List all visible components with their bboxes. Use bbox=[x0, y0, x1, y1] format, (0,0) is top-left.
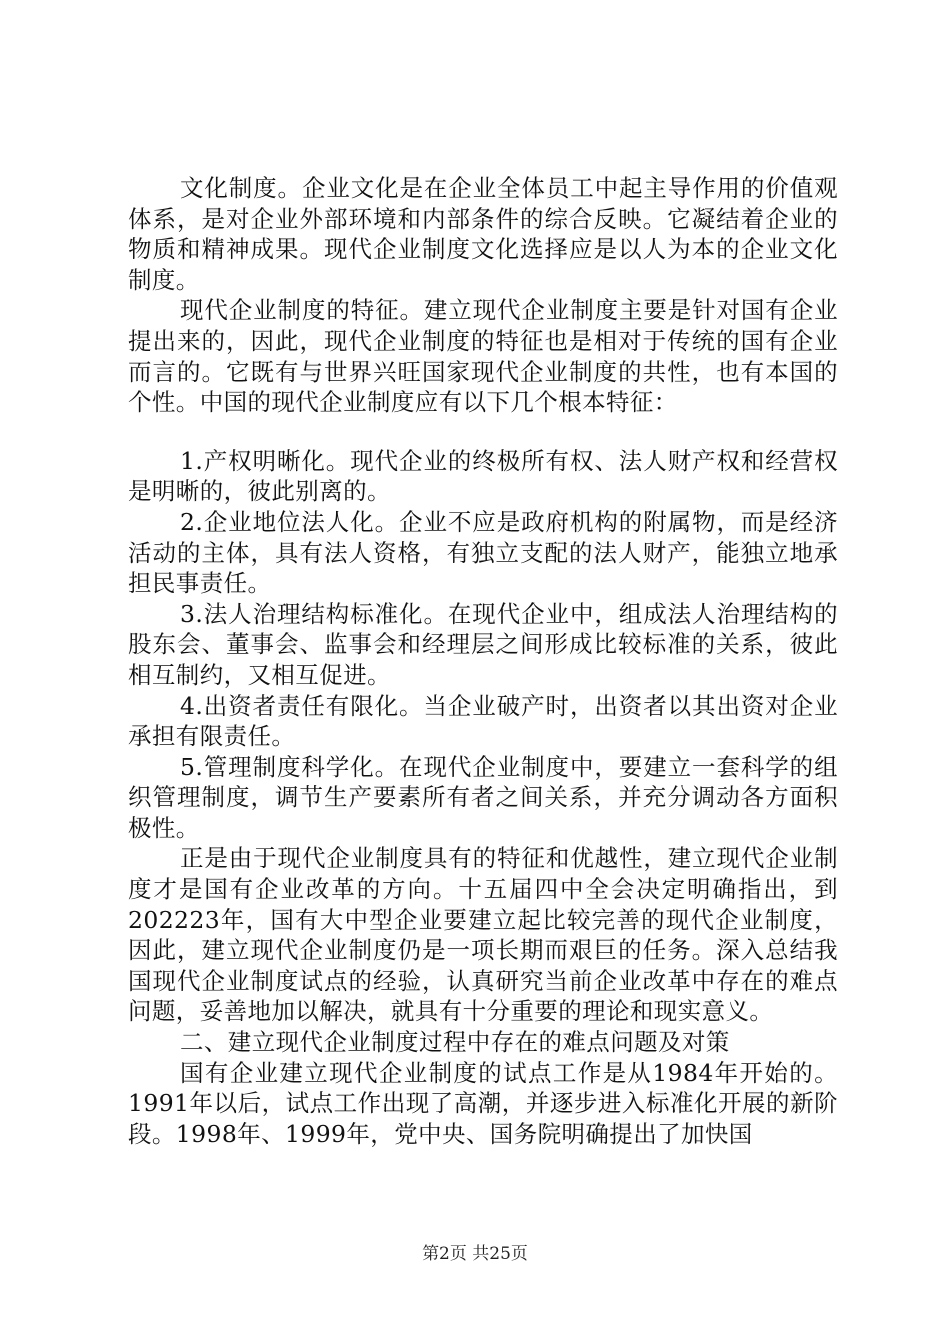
list-item-governance-structure: 3.法人治理结构标准化。在现代企业中，组成法人治理结构的股东会、董事会、监事会和经理层之间形成比较标准的关系，彼此相互制约，又相互促进。 bbox=[128, 599, 838, 689]
list-item-legal-person-status: 2.企业地位法人化。企业不应是政府机构的附属物，而是经济活动的主体，具有法人资格，有独立支配的法人财产，能独立地承担民事责任。 bbox=[128, 507, 838, 598]
list-item-limited-liability: 4.出资者责任有限化。当企业破产时，出资者以其出资对企业承担有限责任。 bbox=[128, 691, 838, 751]
paragraph-reform-direction: 正是由于现代企业制度具有的特征和优越性，建立现代企业制度才是国有企业改革的方向。十五届四中全会决定明确指出，到202223年，国有大中型企业要建立起比较完善的现代企业制度，因此，建立现代企业制度仍是一项长期而艰巨的任务。深入总结我国现代企业制度试点的经验，认真研究当前企业改革中存在的难点问题，妥善地加以解决，就具有十分重要的理论和现实意义。 bbox=[128, 844, 838, 1026]
paragraph-culture-system: 文化制度。企业文化是在企业全体员工中起主导作用的价值观体系，是对企业外部环境和内部条件的综合反映。它凝结着企业的物质和精神成果。现代企业制度文化选择应是以人为本的企业文化制度。 bbox=[128, 174, 838, 294]
page-footer bbox=[0, 1243, 950, 1265]
section-heading: 二、建立现代企业制度过程中存在的难点问题及对策 bbox=[180, 1028, 730, 1057]
list-item-property-rights: 1.产权明晰化。现代企业的终极所有权、法人财产权和经营权是明晰的，彼此别离的。 bbox=[128, 446, 838, 506]
paragraph-pilot-history: 国有企业建立现代企业制度的试点工作是从1984年开始的。1991年以后，试点工作出现了高潮，并逐步进入标准化开展的新阶段。1998年、1999年，党中央、国务院明确提出了加快国 bbox=[128, 1058, 838, 1148]
list-item-scientific-management: 5.管理制度科学化。在现代企业制度中，要建立一套科学的组织管理制度，调节生产要素所有者之间关系，并充分调动各方面积极性。 bbox=[128, 752, 838, 842]
page-number-label: 第2页 共25页 bbox=[422, 1244, 528, 1264]
paragraph-features-intro: 现代企业制度的特征。建立现代企业制度主要是针对国有企业提出来的，因此，现代企业制度的特征也是相对于传统的国有企业而言的。它既有与世界兴旺国家现代企业制度的共性，也有本国的个性。中国的现代企业制度应有以下几个根本特征： bbox=[128, 296, 838, 417]
document-body bbox=[128, 173, 838, 1149]
